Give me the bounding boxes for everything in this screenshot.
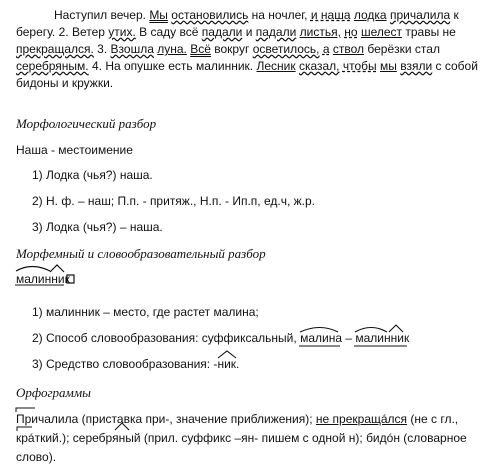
text-fragment: берегу. 2. Ветер xyxy=(16,25,105,39)
subject-word: лодка xyxy=(353,8,387,22)
text-fragment: травы не xyxy=(405,25,456,39)
main-paragraph xyxy=(16,7,490,92)
subject-word: Всё xyxy=(190,42,211,56)
predicate-word: прекращался. xyxy=(16,42,94,56)
morph-heading: Морфологический разбор xyxy=(16,116,157,131)
main-line-3 xyxy=(16,41,490,58)
morph-item-1: 1) Лодка (чья?) наша. xyxy=(32,168,153,182)
ortho-word: не прекращáлся xyxy=(315,412,408,426)
ortho-heading: Орфограммы xyxy=(16,385,91,400)
predicate-word: Взошла xyxy=(110,42,154,56)
ortho-line-2 xyxy=(16,429,490,448)
base-underline-icon xyxy=(298,344,348,348)
subject-word: ствол xyxy=(332,42,365,56)
ortho-word xyxy=(366,429,400,448)
text-fragment: 3. xyxy=(97,42,108,56)
text-fragment: и xyxy=(245,25,253,39)
suffix-text xyxy=(217,357,236,371)
word-heading: Морфемный и словообразовательный разбор xyxy=(16,246,266,261)
morph-subject: Наша - местоимение xyxy=(16,143,133,157)
predicate-word: сказал, xyxy=(298,59,340,73)
predicate-word: причалила xyxy=(389,8,451,22)
ortho-word-text: серебряный xyxy=(72,431,141,445)
suffix-cap-icon xyxy=(114,422,134,432)
ortho-text: .); xyxy=(58,431,70,445)
morpheme-marks-icon xyxy=(14,264,76,286)
main-line-4 xyxy=(16,58,490,75)
subject-word: Мы xyxy=(149,8,168,22)
text-fragment: 4. На опушке есть малинник. xyxy=(91,59,254,73)
text-fragment: В саду всё xyxy=(139,25,199,39)
word-item-1: 1) малинник – место, где растет малина; xyxy=(32,305,259,319)
word-item-2-text: 2) Способ словообразования: суффиксальный, xyxy=(32,331,297,345)
predicate-word: взяли xyxy=(400,59,433,73)
main-line-2 xyxy=(16,24,490,41)
suffix-letters: ник xyxy=(217,357,237,371)
text-fragment: к xyxy=(453,8,459,22)
main-line-1 xyxy=(16,7,490,24)
ortho-line-3 xyxy=(16,448,490,467)
base-underline-icon xyxy=(353,344,415,348)
root-arc-icon xyxy=(353,324,415,334)
predicate-word: остановились xyxy=(171,8,249,22)
text-fragment: Наступил вечер. xyxy=(54,8,146,22)
text-fragment: чтобы xyxy=(342,59,377,73)
derived-word xyxy=(355,331,409,345)
text-fragment: бидоны и кружки. xyxy=(16,76,114,90)
ortho-word-text: бидóн xyxy=(366,431,400,445)
root-arc-icon xyxy=(298,324,348,334)
text-fragment: вокруг xyxy=(214,42,250,56)
text-fragment: берёзки стал xyxy=(367,42,440,56)
predicate-word: осветилось, xyxy=(252,42,320,56)
subject-word: шелест xyxy=(360,25,403,39)
predicate-word: серебряным. xyxy=(16,59,89,73)
predicate-word: утих. xyxy=(108,25,136,39)
subject-word: Лесник xyxy=(256,59,296,73)
prefix-mark-icon xyxy=(16,426,36,432)
ortho-word xyxy=(73,429,141,448)
period-text: . xyxy=(236,357,240,371)
ortho-text: (словарное xyxy=(403,431,467,445)
text-fragment: с собой xyxy=(435,59,478,73)
ortho-line-1 xyxy=(16,410,490,429)
ortho-paragraph xyxy=(16,410,490,467)
subject-word: мы xyxy=(380,59,397,73)
ortho-text: (не с гл., xyxy=(410,412,459,426)
suffix-cap-icon xyxy=(217,350,241,360)
ortho-text: слово). xyxy=(16,450,57,464)
word-item-3 xyxy=(32,357,239,371)
subject-word: листья, xyxy=(299,25,341,39)
main-line-5 xyxy=(16,75,490,92)
dash-text: – xyxy=(345,331,353,345)
text-fragment: но xyxy=(344,25,358,39)
morph-item-2: 2) Н. ф. – наш; П.п. - притяж., Н.п. - Ип.п, ед.ч, ж.р. xyxy=(32,194,315,208)
ortho-text: (прил. суффикс –ян- пишем с одной н); xyxy=(143,431,363,445)
subject-word: луна. xyxy=(157,42,187,56)
morpheme-word-text: малинник xyxy=(16,272,70,286)
ortho-text: (приставка при-, значение приближения); xyxy=(81,412,313,426)
ortho-word xyxy=(16,429,59,448)
derived-word-text: малинник xyxy=(355,331,410,345)
source-word xyxy=(300,331,342,345)
source-word-text: малина xyxy=(300,331,342,345)
word-item-2 xyxy=(32,331,409,345)
predicate-word: падали xyxy=(201,25,243,39)
text-fragment: а xyxy=(322,42,330,56)
word-item-3-text: 3) Средство словообразования: - xyxy=(32,357,218,371)
text-fragment: на ночлег, xyxy=(251,8,308,22)
ortho-word-text: крáткий xyxy=(16,431,59,445)
predicate-word: падали xyxy=(255,25,297,39)
prefix-mark-icon xyxy=(15,407,39,413)
text-fragment: и наша xyxy=(310,8,351,22)
ortho-word-text: Причалила xyxy=(16,412,79,426)
morpheme-word xyxy=(16,272,70,288)
morph-item-3: 3) Лодка (чья?) – наша. xyxy=(32,220,163,234)
